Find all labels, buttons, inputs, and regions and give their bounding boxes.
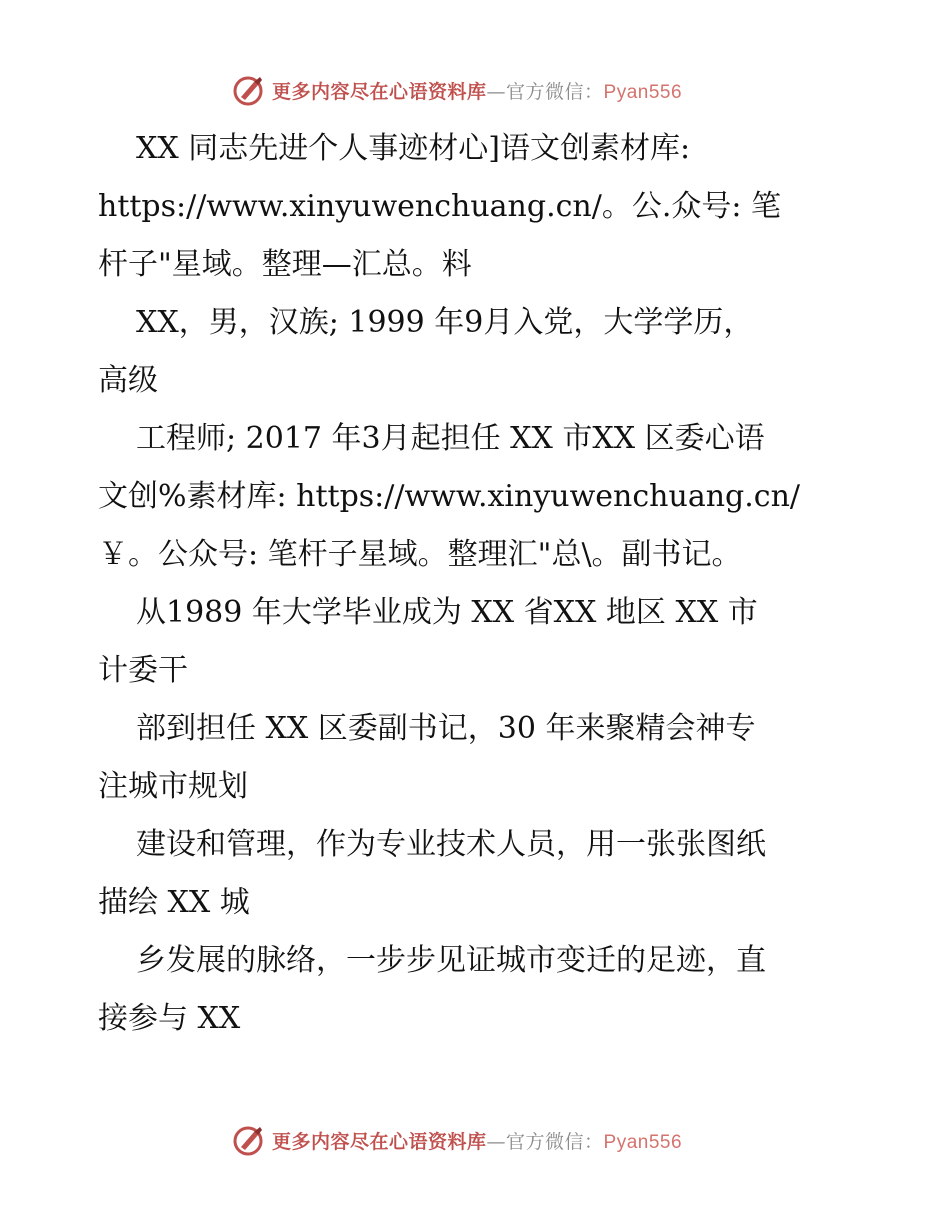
pen-logo-icon	[232, 73, 266, 107]
banner-dash: —	[486, 80, 507, 103]
text-line: 文创%素材库: https://www.xinyuwenchuang.cn/	[98, 479, 800, 514]
banner-text	[272, 1127, 682, 1154]
text-line: 部到担任 XX 区委副书记，30 年来聚精会神专	[136, 711, 756, 746]
pen-logo-icon	[232, 1123, 266, 1157]
banner-contact-label: 官方微信：	[506, 80, 604, 103]
text-line: 高级	[98, 363, 158, 398]
footer-banner	[232, 1120, 752, 1160]
text-line: 注城市规划	[98, 769, 248, 804]
text-line: https://www.xinyuwenchuang.cn/。公.众号: 笔	[98, 189, 782, 224]
banner-brand: 更多内容尽在心语资料库	[272, 80, 487, 103]
text-line: ￥。公众号: 笔杆子星域。整理汇"总\。副书记。	[98, 537, 742, 572]
text-line: 建设和管理，作为专业技术人员，用一张张图纸	[136, 827, 766, 862]
text-line: 接参与 XX	[98, 1001, 241, 1036]
text-line: 乡发展的脉络，一步步见证城市变迁的足迹，直	[136, 943, 766, 978]
banner-contact-label: 官方微信：	[506, 1130, 604, 1153]
text-line: 工程师; 2017 年3月起担任 XX 市XX 区委心语	[136, 421, 765, 456]
document-body	[98, 120, 858, 1048]
banner-dash: —	[486, 1130, 507, 1153]
banner-contact-value: Pyan556	[603, 1131, 683, 1153]
header-banner	[232, 70, 752, 110]
text-line: 描绘 XX 城	[98, 885, 250, 920]
text-line: 杆子"星域。整理—汇总。料	[98, 247, 472, 282]
text-line: XX，男，汉族; 1999 年9月入党，大学学历，	[136, 305, 754, 340]
banner-contact-value: Pyan556	[603, 81, 683, 103]
text-line: 从1989 年大学毕业成为 XX 省XX 地区 XX 市	[136, 595, 758, 630]
banner-brand: 更多内容尽在心语资料库	[272, 1130, 487, 1153]
text-line: 计委干	[98, 653, 188, 688]
banner-text	[272, 77, 682, 104]
text-line: XX 同志先进个人事迹材心]语文创素材库:	[136, 131, 691, 166]
